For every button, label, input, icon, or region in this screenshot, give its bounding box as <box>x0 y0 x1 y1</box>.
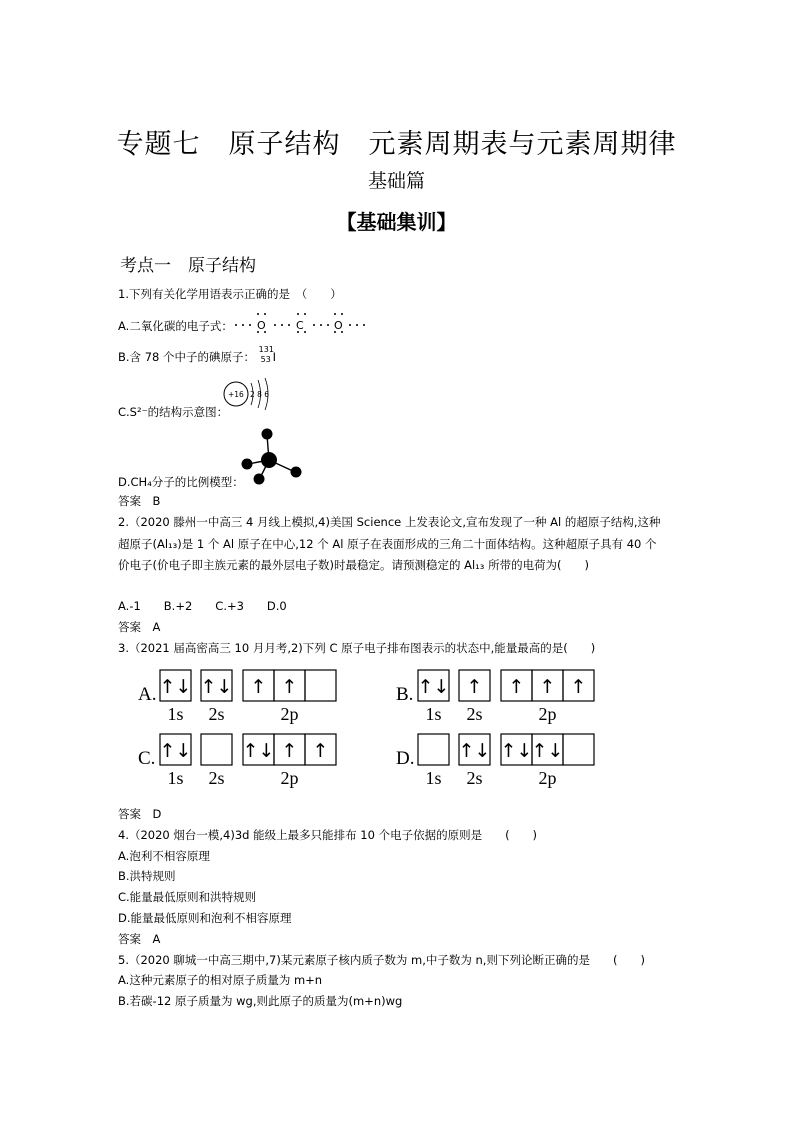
co2-electron-dot-formula <box>232 308 372 334</box>
q1-answer: 答案 B <box>118 494 161 508</box>
orbital-label-d-2s: 2s <box>466 768 483 788</box>
orbital-label-b-2s: 2s <box>466 704 483 724</box>
q2-line-1: 2.（2020 滕州一中高三 4 月线上模拟,4)美国 Science 上发表论文,宣布发现了一种 Al 的超原子结构,这种 <box>118 515 661 529</box>
orbital-label-b-1s: 1s <box>425 704 442 724</box>
q4-option-b: B.洪特规则 <box>118 869 176 883</box>
orbital-arrows-d-2: ↑↓ <box>500 740 533 762</box>
topic-heading: 考点一 原子结构 <box>120 256 256 276</box>
orbital-arrows-d-1: ↑↓ <box>458 740 491 762</box>
page-title: 专题七 原子结构 元素周期表与元素周期律 <box>116 129 677 160</box>
q4-option-c: C.能量最低原则和洪特规则 <box>118 890 257 904</box>
orbital-arrows-b-3: ↑ <box>539 676 556 698</box>
orbital-arrows-c-3: ↑ <box>281 740 298 762</box>
q2-options: A.-1 B.+2 C.+3 D.0 <box>118 599 287 613</box>
orbital-arrows-c-4: ↑ <box>312 740 329 762</box>
orbital-arrows-b-0: ↑↓ <box>417 676 450 698</box>
orbital-box-c-1 <box>201 734 232 765</box>
orbital-box-d-0 <box>418 734 449 765</box>
q3-answer: 答案 D <box>118 807 162 821</box>
q2-line-3: 价电子(价电子即主族元素的最外层电子数)时最稳定。请预测稳定的 Al₁₃ 所带的电荷为( ) <box>118 558 590 572</box>
orbital-arrows-b-2: ↑ <box>508 676 525 698</box>
q1-option-c: C.S²⁻的结构示意图： <box>118 405 229 419</box>
q4-stem: 4.（2020 烟台一模,4)3d 能级上最多只能排布 10 个电子依据的原则是 ( ) <box>118 828 538 842</box>
orbital-box-d-4 <box>563 734 594 765</box>
ch4-model-figure <box>240 426 305 488</box>
co2-carbon: C <box>296 319 304 332</box>
orbital-label-b-2p: 2p <box>538 704 557 724</box>
orbital-arrows-a-2: ↑ <box>250 676 267 698</box>
sulfide-nucleus: +16 <box>228 390 244 399</box>
orbital-option-letter-c: C. <box>138 748 156 769</box>
section-heading: 【基础集训】 <box>336 210 457 234</box>
q1-option-a <box>118 318 233 334</box>
q2-answer: 答案 A <box>118 620 161 634</box>
orbital-arrows-c-2: ↑↓ <box>242 740 275 762</box>
q1-option-b-label: B.含 78 个中子的碘原子： <box>118 350 255 364</box>
q4-option-d: D.能量最低原则和泡利不相容原理 <box>118 911 292 925</box>
q5-option-b: B.若碳-12 原子质量为 wg,则此原子的质量为(m+n)wg <box>118 994 403 1008</box>
orbital-label-c-2p: 2p <box>280 768 299 788</box>
orbital-arrows-b-4: ↑ <box>570 676 587 698</box>
q1-option-d: D.CH₄分子的比例模型： <box>118 475 244 489</box>
page-subtitle: 基础篇 <box>367 170 425 192</box>
orbital-arrows-b-1: ↑ <box>466 676 483 698</box>
orbital-arrows-a-3: ↑ <box>281 676 298 698</box>
co2-oxygen-right: O <box>334 319 343 332</box>
q2-line-2: 超原子(Al₁₃)是 1 个 Al 原子在中心,12 个 Al 原子在表面形成的三角二十面体结构。这种超原子具有 40 个 <box>118 537 657 551</box>
orbital-label-d-1s: 1s <box>425 768 442 788</box>
orbital-box-a-4 <box>305 670 336 701</box>
orbital-arrows-a-1: ↑↓ <box>200 676 233 698</box>
orbital-arrows-a-0: ↑↓ <box>159 676 192 698</box>
q5-option-a: A.这种元素原子的相对原子质量为 m+n <box>118 973 323 987</box>
q5-stem: 5.（2020 聊城一中高三期中,7)某元素原子核内质子数为 m,中子数为 n,则下列论断正确的是 ( ) <box>118 953 645 967</box>
q4-option-a: A.泡利不相容原理 <box>118 849 210 863</box>
sulfide-structure-diagram <box>220 376 280 412</box>
orbital-option-letter-a: A. <box>138 684 157 705</box>
orbital-label-a-2p: 2p <box>280 704 299 724</box>
iodine-mass-number: 131 <box>258 345 274 354</box>
orbital-label-a-1s: 1s <box>167 704 184 724</box>
q1-stem: 1.下列有关化学用语表示正确的是 （ ） <box>118 287 342 301</box>
iodine-atomic-number: 53 <box>260 355 271 364</box>
orbital-label-a-2s: 2s <box>208 704 225 724</box>
orbital-label-c-2s: 2s <box>208 768 225 788</box>
orbital-arrows-c-0: ↑↓ <box>159 740 192 762</box>
q4-answer: 答案 A <box>118 932 161 946</box>
q1-option-b <box>118 345 277 365</box>
co2-oxygen-left: O <box>257 319 266 332</box>
orbital-option-letter-b: B. <box>396 684 414 705</box>
orbital-diagrams <box>130 662 610 792</box>
orbital-arrows-d-3: ↑↓ <box>531 740 564 762</box>
q1-option-a-label: A.二氧化碳的电子式： <box>118 319 233 333</box>
orbital-option-letter-d: D. <box>396 748 415 769</box>
sulfide-shell-electrons: 2 8 6 <box>250 390 270 399</box>
iodine-symbol: I <box>272 350 277 364</box>
orbital-label-d-2p: 2p <box>538 768 557 788</box>
q3-stem: 3.（2021 届高密高三 10 月月考,2)下列 C 原子电子排布图表示的状态中,能量最高的是( ) <box>118 641 596 655</box>
orbital-label-c-1s: 1s <box>167 768 184 788</box>
